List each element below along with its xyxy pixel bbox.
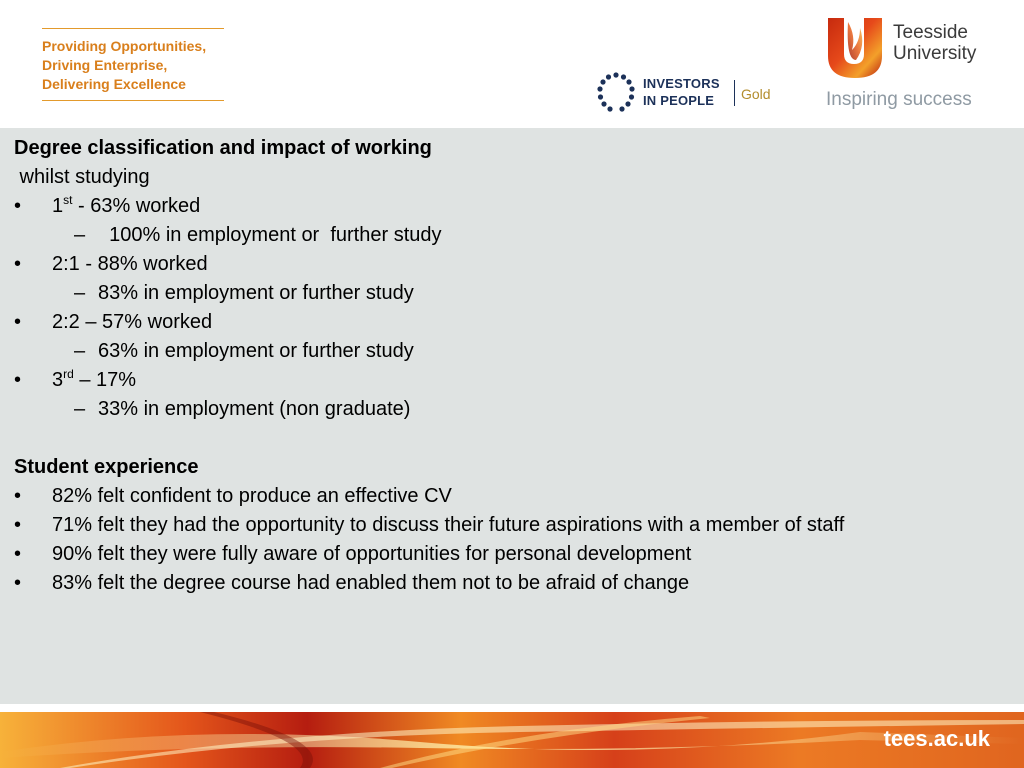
degree-subitem-2-1: [14, 279, 432, 308]
degree-label: 3: [52, 369, 64, 391]
bullet-icon: •: [14, 311, 22, 333]
experience-text: 83% felt the degree course had enabled them not to be afraid of change: [52, 572, 690, 594]
university-name-line-1: Teesside: [893, 22, 968, 43]
degree-label: 1: [52, 195, 64, 217]
degree-label: 2:2 – 57% worked: [52, 311, 213, 333]
dash-icon: –: [74, 398, 86, 420]
degree-superscript: st: [63, 193, 73, 207]
iip-line-2: IN PEOPLE: [643, 93, 715, 108]
slide-body: [14, 134, 845, 598]
university-name-line-2: University: [893, 43, 977, 64]
tagline-line-1: Providing Opportunities,: [42, 38, 207, 54]
section-heading-experience: Student experience: [14, 456, 199, 478]
degree-subitem-third: [14, 395, 432, 424]
degree-stat: – 17%: [73, 369, 137, 391]
bullet-icon: •: [14, 514, 22, 536]
iip-divider: [734, 80, 735, 106]
tagline: [42, 28, 224, 101]
bullet-icon: •: [14, 485, 22, 507]
experience-item: [14, 569, 690, 598]
experience-text: 90% felt they were fully aware of opportunities for personal development: [52, 543, 692, 565]
tagline-line-2: Driving Enterprise,: [42, 57, 168, 73]
degree-superscript: rd: [63, 367, 74, 381]
spacer: [14, 424, 432, 453]
bullet-icon: •: [14, 543, 22, 565]
laurel-wreath-icon: [594, 72, 638, 114]
degree-outcome: 100% in employment or further study: [98, 224, 442, 246]
degree-outcome: 33% in employment (non graduate): [98, 398, 411, 420]
flame-banner: [0, 712, 1024, 768]
experience-text: 71% felt they had the opportunity to discuss their future aspirations with a member of staff: [52, 514, 845, 536]
section-heading-degree: Degree classification and impact of working: [14, 137, 432, 159]
section-heading-degree-cont: whilst studying: [14, 166, 150, 188]
university-slogan: Inspiring success: [826, 89, 972, 110]
bullet-icon: •: [14, 572, 22, 594]
experience-text: 82% felt confident to produce an effective CV: [52, 485, 452, 507]
experience-item: [14, 540, 692, 569]
teesside-flame-logo-icon: [826, 16, 884, 80]
degree-label: 2:1 - 88% worked: [52, 253, 208, 275]
bullet-icon: •: [14, 253, 22, 275]
footer-url: tees.ac.uk: [883, 726, 990, 751]
iip-gold-label: Gold: [741, 86, 771, 102]
degree-outcome: 83% in employment or further study: [98, 282, 414, 304]
bullet-icon: •: [14, 369, 22, 391]
degree-outcome: 63% in employment or further study: [98, 340, 414, 362]
bullet-icon: •: [14, 195, 22, 217]
degree-stat: - 63% worked: [72, 195, 201, 217]
degree-subitem-2-2: [14, 337, 432, 366]
degree-item-third: [14, 366, 432, 395]
experience-item: [14, 482, 452, 511]
dash-icon: –: [74, 340, 86, 362]
degree-subitem-first: [14, 221, 442, 250]
degree-item-first: [14, 192, 432, 221]
dash-icon: –: [74, 224, 86, 246]
degree-item-2-2: [14, 308, 432, 337]
tagline-line-3: Delivering Excellence: [42, 76, 186, 92]
degree-item-2-1: [14, 250, 432, 279]
experience-item: [14, 511, 845, 540]
iip-line-1: INVESTORS: [643, 76, 720, 91]
dash-icon: –: [74, 282, 86, 304]
